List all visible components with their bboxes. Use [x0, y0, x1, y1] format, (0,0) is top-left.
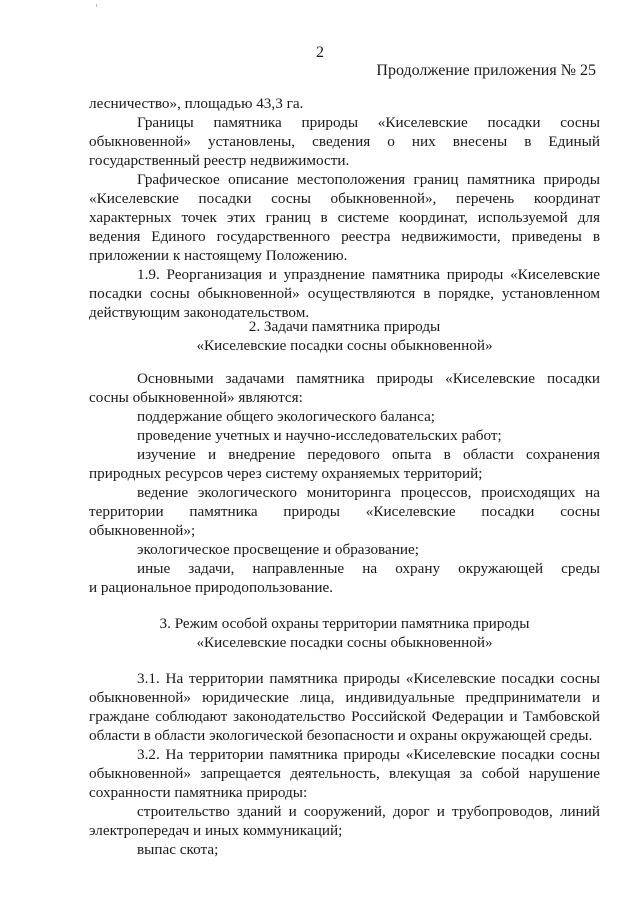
paragraph-line: электропередач и иных коммуникаций; — [89, 822, 343, 839]
paragraph-line: приложении к настоящему Положению. — [89, 247, 348, 264]
paragraph-line: государственный реестр недвижимости. — [89, 152, 350, 169]
paragraph-line: обыкновенной» запрещается деятельность, влекущая за собой нарушение — [89, 765, 600, 782]
section-heading: 3. Режим особой охраны территории памятника природы — [159, 615, 530, 632]
paragraph-line: ведения Единого государственного реестра недвижимости, приведены в — [89, 228, 600, 245]
paragraph-line: природных ресурсов через систему охраняемых территорий; — [89, 465, 483, 482]
paragraph-line: граждане соблюдают законодательство Российской Федерации и Тамбовской — [89, 708, 600, 725]
paragraph-line: 1.9. Реорганизация и упразднение памятника природы «Киселевские — [137, 266, 600, 283]
list-item: проведение учетных и научно-исследовательских работ; — [137, 427, 502, 444]
list-item: изучение и внедрение передового опыта в области сохранения — [137, 446, 600, 463]
list-item: экологическое просвещение и образование; — [137, 541, 419, 558]
section-heading: «Киселевские посадки сосны обыкновенной» — [196, 337, 493, 354]
paragraph-line: обыкновенной»; — [89, 522, 196, 539]
list-item: иные задачи, направленные на охрану окружающей среды — [137, 560, 600, 577]
paragraph-line: территории памятника природы «Киселевские посадки сосны — [89, 503, 600, 520]
paragraph-line: Границы памятника природы «Киселевские посадки сосны — [137, 114, 600, 131]
paragraph-line: лесничество», площадью 43,3 га. — [89, 95, 304, 112]
scan-mark — [96, 4, 97, 7]
page-number: 2 — [316, 44, 324, 61]
paragraph-line: 3.2. На территории памятника природы «Киселевские посадки сосны — [137, 746, 600, 763]
paragraph-line: посадки сосны обыкновенной» осуществляются в порядке, установленном — [89, 285, 600, 302]
paragraph-line: сосны обыкновенной» являются: — [89, 389, 303, 406]
paragraph-line: обыкновенной» установлены, сведения о них внесены в Единый — [89, 133, 600, 150]
list-item: поддержание общего экологического баланса; — [137, 408, 436, 425]
list-item: выпас скота; — [137, 841, 219, 858]
section-heading: «Киселевские посадки сосны обыкновенной» — [196, 634, 493, 651]
paragraph-line: сохранности памятника природы: — [89, 784, 308, 801]
paragraph-line: 3.1. На территории памятника природы «Киселевские посадки сосны — [137, 670, 600, 687]
paragraph-line: и рациональное природопользование. — [89, 579, 334, 596]
paragraph-line: области в области экологической безопасности и охраны окружающей среды. — [89, 727, 593, 744]
paragraph-line: Графическое описание местоположения границ памятника природы — [137, 171, 600, 188]
paragraph-line: «Киселевские посадки сосны обыкновенной», перечень координат — [89, 190, 600, 207]
section-heading: 2. Задачи памятника природы — [248, 318, 441, 335]
paragraph-line: обыкновенной» юридические лица, индивидуальные предприниматели и — [89, 689, 600, 706]
list-item: строительство зданий и сооружений, дорог и трубопроводов, линий — [137, 803, 600, 820]
paragraph-line: Основными задачами памятника природы «Киселевские посадки — [137, 370, 600, 387]
appendix-note: Продолжение приложения № 25 — [376, 62, 596, 79]
paragraph-line: характерных точек этих границ в системе координат, используемой для — [89, 209, 600, 226]
list-item: ведение экологического мониторинга процессов, происходящих на — [137, 484, 600, 501]
paragraph-line: действующим законодательством. — [89, 304, 310, 321]
